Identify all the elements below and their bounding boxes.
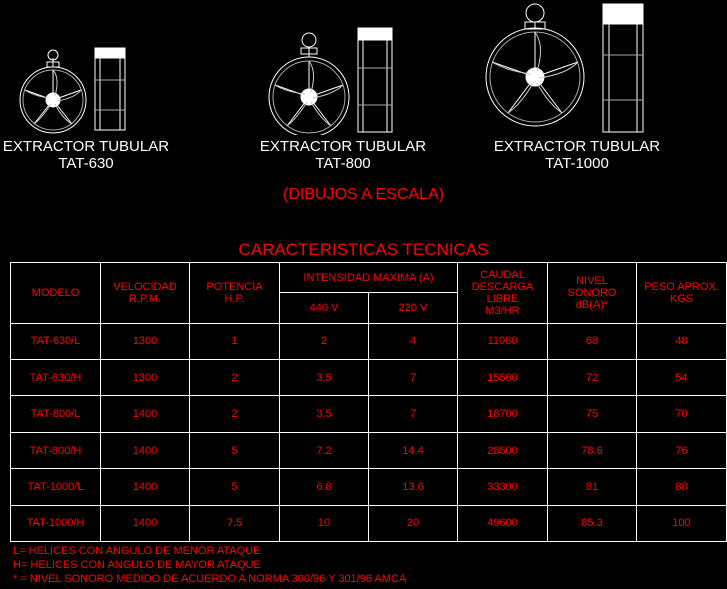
fan-front-view bbox=[20, 50, 86, 133]
cell-a440: 7.2 bbox=[280, 432, 369, 468]
drawing-model: TAT-630 bbox=[58, 155, 114, 172]
header-velocidad: VELOCIDAD R.P.M. bbox=[101, 263, 190, 324]
cell-nivel: 68 bbox=[548, 323, 637, 359]
cell-peso: 54 bbox=[637, 360, 727, 396]
cell-peso: 70 bbox=[637, 396, 727, 432]
header-intensidad: INTENSIDAD MAXIMA (A) bbox=[280, 263, 458, 293]
cell-hp: 5 bbox=[190, 469, 280, 505]
table-row bbox=[11, 469, 727, 505]
drawing-model: TAT-1000 bbox=[545, 155, 609, 172]
cell-a220: 14.4 bbox=[369, 432, 458, 468]
cell-nivel: 75 bbox=[548, 396, 637, 432]
cell-peso: 100 bbox=[637, 505, 727, 541]
header-modelo: MODELO bbox=[11, 263, 101, 324]
cell-rpm: 1300 bbox=[101, 323, 190, 359]
cell-nivel: 81 bbox=[548, 469, 637, 505]
cell-caudal: 33300 bbox=[458, 469, 548, 505]
cell-hp: 2 bbox=[190, 396, 280, 432]
header-peso: PESO APROX. KGS bbox=[637, 263, 727, 324]
cell-a440: 10 bbox=[280, 505, 369, 541]
header-row bbox=[11, 263, 727, 293]
drawing-model: TAT-800 bbox=[315, 155, 371, 172]
cell-hp: 5 bbox=[190, 432, 280, 468]
cell-peso: 48 bbox=[637, 323, 727, 359]
cell-modelo: TAT-1000/L bbox=[11, 469, 101, 505]
cell-modelo: TAT-630/H bbox=[11, 360, 101, 396]
fan-front-view bbox=[486, 4, 584, 126]
specs-table bbox=[10, 262, 727, 542]
note-asterisk: * = NIVEL SONORO MEDIDO DE ACUERDO A NORMA 300/96 Y 301/96 AMCA bbox=[13, 573, 407, 585]
fan-drawing-tat-630 bbox=[0, 40, 140, 140]
cell-caudal: 18700 bbox=[458, 396, 548, 432]
cell-rpm: 1400 bbox=[101, 469, 190, 505]
header-440v: 440 V bbox=[280, 293, 369, 323]
table-row bbox=[11, 432, 727, 468]
cell-a220: 20 bbox=[369, 505, 458, 541]
cell-nivel: 85.3 bbox=[548, 505, 637, 541]
fan-drawing-tat-800 bbox=[262, 20, 412, 135]
cell-nivel: 78.6 bbox=[548, 432, 637, 468]
caption-tat-800 bbox=[256, 138, 430, 172]
cell-a440: 6.8 bbox=[280, 469, 369, 505]
cell-caudal: 28500 bbox=[458, 432, 548, 468]
cell-rpm: 1400 bbox=[101, 505, 190, 541]
cell-caudal: 11080 bbox=[458, 323, 548, 359]
cell-modelo: TAT-800/H bbox=[11, 432, 101, 468]
table-row bbox=[11, 360, 727, 396]
notes bbox=[13, 544, 406, 586]
drawing-title: EXTRACTOR TUBULAR bbox=[259, 138, 427, 155]
fan-front-view bbox=[269, 33, 349, 135]
drawing-title: EXTRACTOR TUBULAR bbox=[2, 138, 170, 155]
cell-modelo: TAT-630/L bbox=[11, 323, 101, 359]
cell-caudal: 15500 bbox=[458, 360, 548, 396]
fan-side-view bbox=[95, 48, 125, 130]
cell-a220: 13.6 bbox=[369, 469, 458, 505]
cell-a220: 7 bbox=[369, 396, 458, 432]
note-h: H= HELICES CON ANGULO DE MAYOR ATAQUE bbox=[13, 559, 261, 571]
fan-side-view bbox=[603, 4, 643, 132]
table-title: CARACTERISTICAS TECNICAS bbox=[238, 240, 489, 259]
header-caudal: CAUDAL DESCARGA LIBRE M3/HR bbox=[458, 263, 548, 324]
cell-peso: 88 bbox=[637, 469, 727, 505]
scale-note: (DIBUJOS A ESCALA) bbox=[283, 186, 444, 203]
drawing-title: EXTRACTOR TUBULAR bbox=[493, 138, 661, 155]
caption-tat-1000 bbox=[490, 138, 664, 172]
cell-modelo: TAT-1000/H bbox=[11, 505, 101, 541]
header-potencia: POTENCIA H.P. bbox=[190, 263, 280, 324]
cell-a440: 3.5 bbox=[280, 360, 369, 396]
cell-modelo: TAT-800/L bbox=[11, 396, 101, 432]
cell-peso: 76 bbox=[637, 432, 727, 468]
cell-hp: 1 bbox=[190, 323, 280, 359]
table-row bbox=[11, 323, 727, 359]
cell-a440: 2 bbox=[280, 323, 369, 359]
note-l: L= HELICES CON ANGULO DE MENOR ATAQUE bbox=[13, 545, 261, 557]
cell-hp: 2 bbox=[190, 360, 280, 396]
table-row bbox=[11, 505, 727, 541]
header-nivel: NIVEL SONORO dB(A)* bbox=[548, 263, 637, 324]
cell-nivel: 72 bbox=[548, 360, 637, 396]
caption-tat-630 bbox=[0, 138, 172, 172]
cell-a440: 3.5 bbox=[280, 396, 369, 432]
cell-a220: 7 bbox=[369, 360, 458, 396]
cell-a220: 4 bbox=[369, 323, 458, 359]
cell-caudal: 49600 bbox=[458, 505, 548, 541]
fan-drawing-tat-1000 bbox=[485, 0, 660, 135]
cell-rpm: 1400 bbox=[101, 396, 190, 432]
header-220v: 220 V bbox=[369, 293, 458, 323]
cell-rpm: 1400 bbox=[101, 432, 190, 468]
cell-rpm: 1300 bbox=[101, 360, 190, 396]
cell-hp: 7.5 bbox=[190, 505, 280, 541]
fan-side-view bbox=[358, 28, 392, 132]
table-row bbox=[11, 396, 727, 432]
